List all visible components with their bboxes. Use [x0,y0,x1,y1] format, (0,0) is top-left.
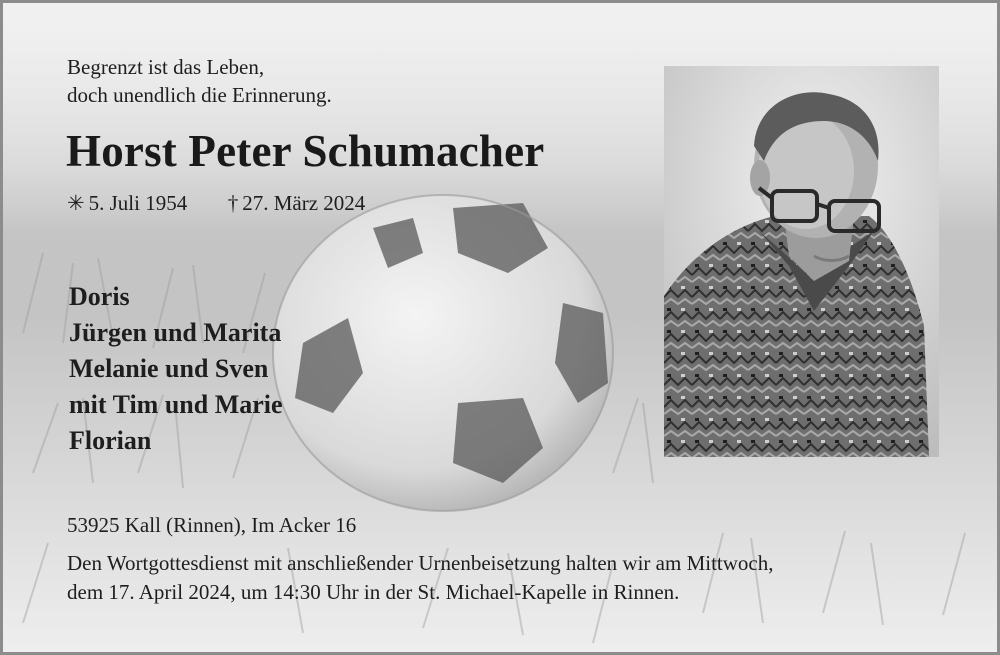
motto-line-2: doch unendlich die Erinnerung. [67,83,332,107]
family-address: 53925 Kall (Rinnen), Im Acker 16 [67,513,357,537]
motto-quote [67,53,332,109]
family-list [69,279,283,459]
family-member: Melanie und Sven [69,354,269,383]
death-cross-icon: † [227,191,239,215]
death-date: 27. März 2024 [242,191,366,215]
family-member: mit Tim und Marie [69,390,283,419]
family-member: Doris [69,282,130,311]
service-line-1: Den Wortgottesdienst mit anschließender Urnenbeisetzung halten wir am Mittwoch, [67,551,774,575]
service-line-2: dem 17. April 2024, um 14:30 Uhr in der St. Michael-Kapelle in Rinnen. [67,580,680,604]
life-dates [67,191,365,216]
birth-date: 5. Juli 1954 [88,191,188,215]
motto-line-1: Begrenzt ist das Leben, [67,55,265,79]
portrait-image [664,66,939,457]
portrait-photo [664,66,939,457]
funeral-service-notice [67,549,967,607]
birth-star-icon: ✳ [67,191,85,215]
deceased-name: Horst Peter Schumacher [66,126,545,176]
family-member: Florian [69,426,152,455]
family-member: Jürgen und Marita [69,318,282,347]
